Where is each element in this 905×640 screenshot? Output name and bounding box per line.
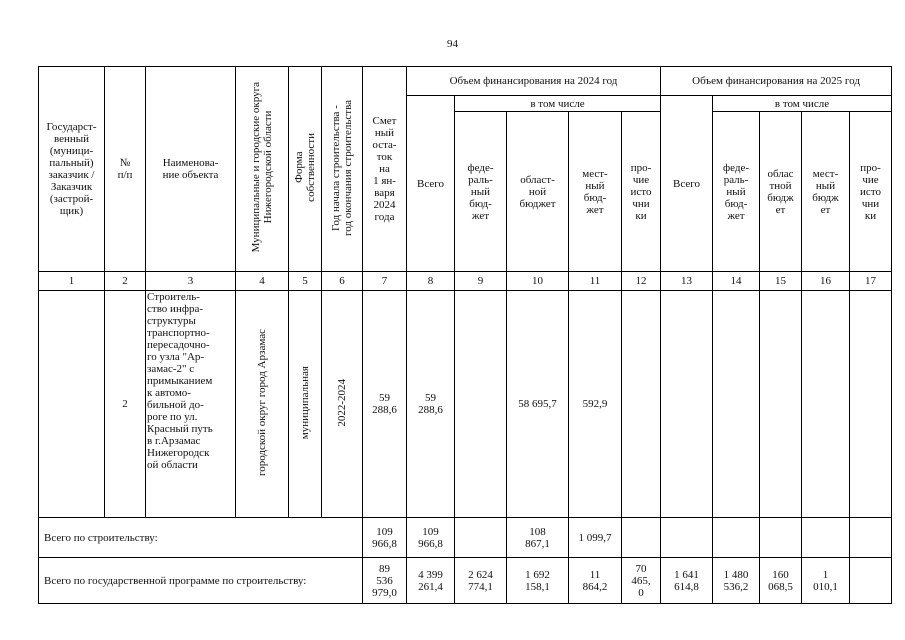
cell-object-name: Строитель- ство инфра- структуры транспортно- пересадочно- го узла "Ар- замас-2" с примыканием к автомо- бильной до- роге по ул. Красный путь в г.Арзамас Нижегородск ой области — [146, 291, 236, 518]
total-construction-row — [39, 518, 892, 558]
financing-table — [38, 66, 892, 604]
header-local-2025: мест- ный бюдж ет — [802, 112, 850, 272]
header-including-2025: в том числе — [713, 96, 892, 112]
cell-regional-2024: 58 695,7 — [507, 291, 569, 518]
header-regional-2025: облас тной бюдж ет — [760, 112, 802, 272]
column-number: 12 — [622, 272, 661, 291]
cell-other-2025 — [850, 291, 892, 518]
page-number: 94 — [447, 38, 458, 50]
column-number: 10 — [507, 272, 569, 291]
total-construction-other-2025 — [850, 518, 892, 558]
column-number: 2 — [105, 272, 146, 291]
header-federal-2025: феде- раль- ный бюд- жет — [713, 112, 760, 272]
total-program-federal-2024: 2 624 774,1 — [455, 558, 507, 604]
total-construction-local-2024: 1 099,7 — [569, 518, 622, 558]
header-total-2024: Всего — [407, 96, 455, 272]
column-number: 9 — [455, 272, 507, 291]
total-program-federal-2025: 1 480 536,2 — [713, 558, 760, 604]
header-years: Год начала строительства - год окончания строительства — [322, 67, 363, 272]
column-number: 17 — [850, 272, 892, 291]
header-local-2024: мест- ный бюд- жет — [569, 112, 622, 272]
cell-years: 2022-2024 — [322, 291, 363, 518]
cell-ownership: муниципальная — [289, 291, 322, 518]
total-construction-local-2025 — [802, 518, 850, 558]
total-program-total-2024: 4 399 261,4 — [407, 558, 455, 604]
column-number: 16 — [802, 272, 850, 291]
cell-regional-2025 — [760, 291, 802, 518]
total-program-total-2025: 1 641 614,8 — [661, 558, 713, 604]
column-number: 7 — [363, 272, 407, 291]
header-including-2024: в том числе — [455, 96, 661, 112]
header-district: Муниципальные и городские округа Нижегородской области — [236, 67, 289, 272]
total-program-other-2025 — [850, 558, 892, 604]
total-construction-remainder: 109 966,8 — [363, 518, 407, 558]
cell-district: городской округ город Арзамас — [236, 291, 289, 518]
total-construction-federal-2024 — [455, 518, 507, 558]
total-program-row — [39, 558, 892, 604]
column-number: 5 — [289, 272, 322, 291]
cell-federal-2025 — [713, 291, 760, 518]
column-number: 8 — [407, 272, 455, 291]
cell-remainder: 59 288,6 — [363, 291, 407, 518]
header-customer: Государст- венный (муници- пальный) заказчик / Заказчик (застрой- щик) — [39, 67, 105, 272]
header-name: Наименова- ние объекта — [146, 67, 236, 272]
total-construction-label: Всего по строительству: — [39, 518, 363, 558]
total-construction-total-2024: 109 966,8 — [407, 518, 455, 558]
column-number-row — [39, 272, 892, 291]
column-number: 13 — [661, 272, 713, 291]
header-ownership: Форма собственности — [289, 67, 322, 272]
header-other-2024: про- чие исто чни ки — [622, 112, 661, 272]
total-construction-regional-2024: 108 867,1 — [507, 518, 569, 558]
total-construction-other-2024 — [622, 518, 661, 558]
column-number: 14 — [713, 272, 760, 291]
cell-total-2024: 59 288,6 — [407, 291, 455, 518]
column-number: 11 — [569, 272, 622, 291]
total-program-local-2025: 1 010,1 — [802, 558, 850, 604]
header-remainder: Смет ный оста- ток на 1 ян- варя 2024 года — [363, 67, 407, 272]
column-number: 6 — [322, 272, 363, 291]
total-program-regional-2024: 1 692 158,1 — [507, 558, 569, 604]
header-regional-2024: област- ной бюджет — [507, 112, 569, 272]
total-program-regional-2025: 160 068,5 — [760, 558, 802, 604]
column-number: 15 — [760, 272, 802, 291]
cell-other-2024 — [622, 291, 661, 518]
table-row — [39, 291, 892, 518]
header-funding-2025: Объем финансирования на 2025 год — [661, 67, 892, 96]
cell-local-2024: 592,9 — [569, 291, 622, 518]
column-number: 3 — [146, 272, 236, 291]
total-construction-total-2025 — [661, 518, 713, 558]
cell-num: 2 — [105, 291, 146, 518]
column-number: 4 — [236, 272, 289, 291]
total-construction-regional-2025 — [760, 518, 802, 558]
cell-customer — [39, 291, 105, 518]
total-construction-federal-2025 — [713, 518, 760, 558]
cell-local-2025 — [802, 291, 850, 518]
cell-total-2025 — [661, 291, 713, 518]
header-funding-2024: Объем финансирования на 2024 год — [407, 67, 661, 96]
header-other-2025: про- чие исто чни ки — [850, 112, 892, 272]
total-program-label: Всего по государственной программе по строительству: — [39, 558, 363, 604]
header-total-2025: Всего — [661, 96, 713, 272]
header-row-1 — [39, 67, 892, 96]
header-federal-2024: феде- раль- ный бюд- жет — [455, 112, 507, 272]
header-num: № п/п — [105, 67, 146, 272]
cell-federal-2024 — [455, 291, 507, 518]
total-program-local-2024: 11 864,2 — [569, 558, 622, 604]
total-program-remainder: 89 536 979,0 — [363, 558, 407, 604]
total-program-other-2024: 70 465, 0 — [622, 558, 661, 604]
column-number: 1 — [39, 272, 105, 291]
